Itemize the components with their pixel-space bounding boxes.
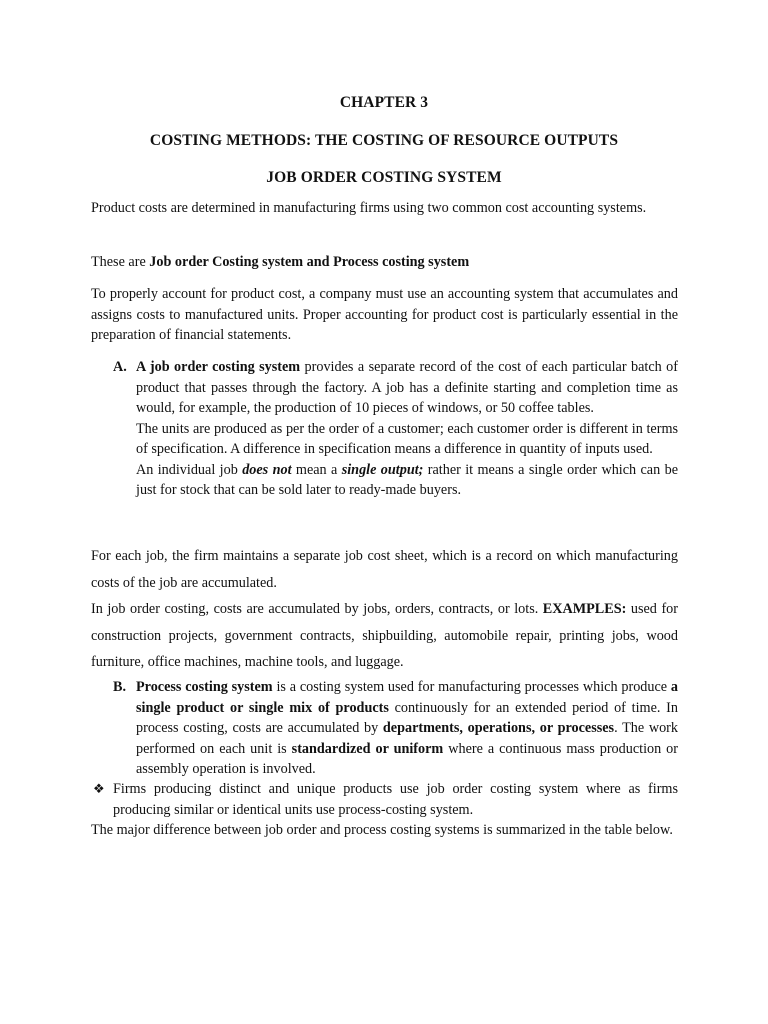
section-title: COSTING METHODS: THE COSTING OF RESOURCE OUTPUTS xyxy=(149,132,619,149)
diamond-bullet-icon: ❖ xyxy=(93,781,105,796)
item-b-bold-3: departments, operations, or processes xyxy=(382,720,615,736)
list-marker-b: B. xyxy=(113,679,127,695)
item-a-paragraph-1 xyxy=(136,357,678,419)
item-a-paragraph-3 xyxy=(136,460,678,501)
item-a-text-3a: An individual job xyxy=(136,461,243,478)
item-a-bold-lead: A job order costing system xyxy=(136,359,301,375)
item-b-bold-4: standardized or uniform xyxy=(291,740,444,757)
systems-sentence-prefix: These are xyxy=(91,254,150,270)
examples-paragraph xyxy=(91,596,678,676)
item-a-text-1: provides a separate record of the cost of each particular batch of product that passes through the factory. A job has a definite starting and completion time as would, for example, the production of 10 pieces of windows, or 50 coffee tables. xyxy=(136,359,678,416)
item-a-emph-does-not: does not xyxy=(242,461,292,478)
list-item-b xyxy=(113,677,678,780)
list-marker-a: A. xyxy=(113,359,127,375)
item-b-paragraph xyxy=(136,677,678,780)
item-b-text-1: is a costing system used for manufacturing processes which produce xyxy=(272,679,671,695)
systems-sentence-bold: Job order Costing system and Process costing system xyxy=(149,254,470,270)
examples-text-2: used for construction projects, government contracts, shipbuilding, automobile repair, printing jobs, wood furniture, office machines, machine tools, and luggage. xyxy=(91,601,678,670)
job-cost-sheet-paragraph: For each job, the firm maintains a separate job cost sheet, which is a record on which manufacturing costs of the job are accumulated. xyxy=(91,548,678,591)
accounting-paragraph: To properly account for product cost, a company must use an accounting system that accumulates and assigns costs to manufactured units. Proper accounting for product cost is particularly essential in the preparation of financial statements. xyxy=(91,286,678,343)
list-item-a xyxy=(113,357,678,501)
item-b-text-4: where a continuous mass production or assembly operation is involved. xyxy=(136,740,678,777)
item-a-emph-single-output: single output; xyxy=(341,461,424,478)
chapter-title: CHAPTER 3 xyxy=(339,94,429,111)
item-a-text-3b: mean a xyxy=(291,461,342,478)
item-b-bold-lead: Process costing system xyxy=(136,679,273,695)
examples-text-1: In job order costing, costs are accumulated by jobs, orders, contracts, or lots. xyxy=(91,601,543,617)
item-b-text-3: . The work performed on each unit is xyxy=(136,720,678,757)
bullet-item xyxy=(91,779,678,820)
examples-label: EXAMPLES: xyxy=(542,601,627,617)
bullet-text: Firms producing distinct and unique products use job order costing system where as firms producing similar or identical units use process-costing system. xyxy=(113,781,678,818)
item-a-paragraph-2: The units are produced as per the order of a customer; each customer order is different in terms of specification. A difference in specification means a difference in quantity of inputs used. xyxy=(136,420,678,457)
subsection-title: JOB ORDER COSTING SYSTEM xyxy=(266,169,502,186)
item-a-text-3c: rather it means a single order which can be just for stock that can be sold later to ready-made buyers. xyxy=(136,461,678,498)
closing-paragraph: The major difference between job order and process costing systems is summarized in the table below. xyxy=(91,822,673,838)
intro-paragraph: Product costs are determined in manufacturing firms using two common cost accounting systems. xyxy=(91,200,647,216)
item-b-text-2: continuously for an extended period of time. In process costing, costs are accumulated by xyxy=(136,699,678,736)
systems-sentence xyxy=(91,252,678,273)
item-b-bold-2: a single product or single mix of products xyxy=(136,679,678,716)
